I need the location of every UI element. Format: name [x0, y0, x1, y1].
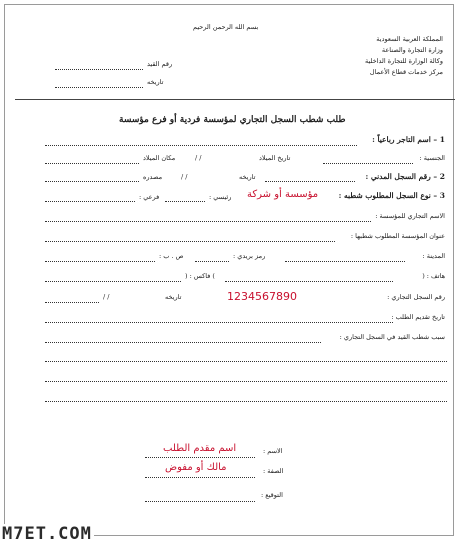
reason-line-4	[45, 401, 447, 402]
form-page	[15, 15, 455, 533]
fax-label: ) فاكس : (	[185, 272, 215, 280]
address-label: عنوان المؤسسة المطلوب شطبها :	[350, 232, 445, 240]
org-line-1: المملكة العربية السعودية	[376, 35, 443, 43]
document-frame	[4, 4, 454, 536]
nationality-line	[323, 163, 413, 164]
record-type-label: 3 – نوع السجل المطلوب شطبه :	[338, 191, 445, 200]
field-merchant-name-label: 1 – اسم التاجر رباعياً :	[372, 135, 445, 144]
nationality-label: الجنسية :	[419, 154, 445, 162]
cr-date-line	[45, 302, 99, 303]
form-title: طلب شطب السجل التجاري لمؤسسة فردية أو فرع مؤسسة	[119, 115, 346, 125]
header-date-label: تاريخه	[147, 78, 164, 86]
trade-name-label: الاسم التجاري للمؤسسة :	[375, 212, 445, 220]
org-line-4: مركز خدمات قطاع الأعمال	[369, 68, 443, 76]
birth-place-label: مكان الميلاد	[143, 154, 176, 162]
birth-date-template: / /	[195, 154, 202, 162]
record-type-branch-label: فرعي :	[139, 193, 160, 201]
reg-no-line	[55, 69, 143, 70]
city-label: المدينة :	[422, 252, 445, 260]
cr-date-template: / /	[103, 293, 110, 301]
applicant-name-value: اسم مقدم الطلب	[163, 443, 237, 454]
applicant-role-label: الصفة :	[263, 467, 284, 475]
civil-record-source-line	[45, 181, 139, 182]
phone-label: هاتف : (	[422, 272, 445, 280]
civil-record-date-label: تاريخه	[239, 173, 256, 181]
reg-no-label: رقم القيد	[147, 60, 173, 68]
signature-label: التوقيع :	[261, 491, 283, 499]
civil-record-label: 2 – رقم السجل المدني :	[365, 172, 445, 181]
reason-line-2	[45, 361, 447, 362]
civil-record-date-template: / /	[181, 173, 188, 181]
request-date-line	[45, 322, 393, 323]
postal-label: رمز بريدي :	[233, 252, 266, 260]
record-type-main-label: رئيسي :	[209, 193, 232, 201]
trade-name-line	[45, 221, 371, 222]
header-date-line	[55, 87, 143, 88]
request-date-label: تاريخ تقديم الطلب :	[391, 313, 445, 321]
applicant-role-line	[145, 477, 255, 478]
record-type-branch-line	[45, 201, 135, 202]
cr-number-label: رقم السجل التجاري :	[387, 293, 445, 301]
reason-line-3	[45, 381, 447, 382]
signature-line	[145, 501, 255, 502]
reason-label: سبب شطب القيد في السجل التجاري :	[339, 333, 445, 341]
phone-line	[225, 281, 393, 282]
applicant-name-label: الاسم :	[263, 447, 283, 455]
site-watermark-logo: M7ET.COM	[2, 524, 92, 544]
applicant-name-line	[145, 457, 255, 458]
civil-record-source-label: مصدره	[143, 173, 163, 181]
basmala: بسم الله الرحمن الرحيم	[193, 23, 259, 31]
org-line-3: وكالة الوزارة للتجارة الداخلية	[365, 57, 443, 65]
applicant-role-value: مالك أو مفوض	[165, 462, 227, 473]
field-merchant-name-line	[45, 145, 357, 146]
pobox-label: ص . ب :	[159, 252, 184, 260]
birth-place-line	[45, 163, 139, 164]
cr-date-label: تاريخه	[165, 293, 182, 301]
reason-line-1	[45, 342, 321, 343]
fax-line	[45, 281, 181, 282]
record-type-value: مؤسسة أو شركة	[247, 189, 319, 200]
org-line-2: وزارة التجارة والصناعة	[381, 46, 443, 54]
postal-line	[195, 261, 229, 262]
header-divider	[15, 99, 455, 100]
record-type-main-line	[165, 201, 205, 202]
cr-number-value: 1234567890	[227, 290, 297, 303]
civil-record-line	[265, 181, 355, 182]
birth-date-label: تاريخ الميلاد	[259, 154, 291, 162]
city-line	[285, 261, 405, 262]
address-line	[45, 241, 335, 242]
pobox-line	[45, 261, 155, 262]
